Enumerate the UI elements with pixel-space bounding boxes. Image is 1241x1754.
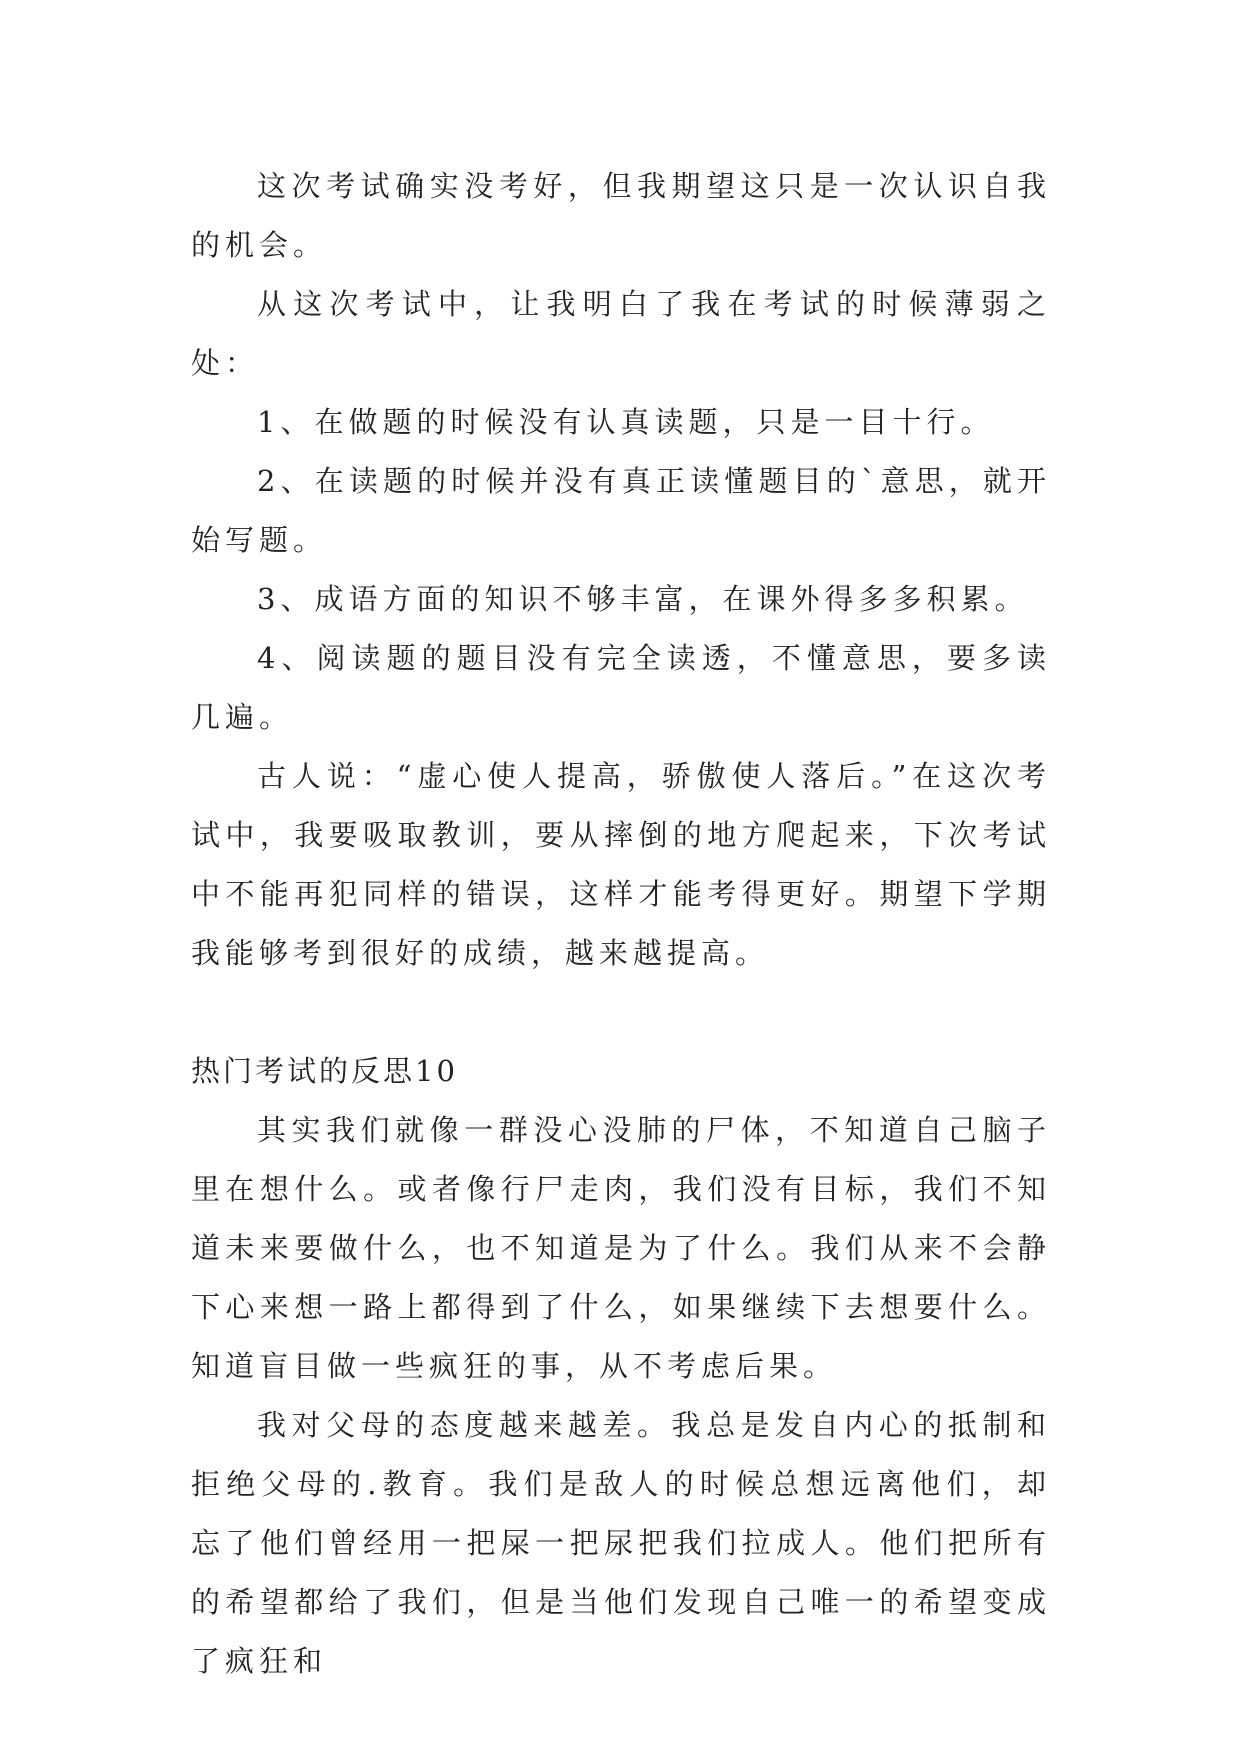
paragraph-conclusion: 古人说：“虚心使人提高，骄傲使人落后。”在这次考试中，我要吸取教训，要从摔倒的地方爬起来，下次考试中不能再犯同样的错误，这样才能考得更好。期望下学期我能够考到很好的成绩，越来越提高。 — [191, 759, 1051, 970]
document-body — [191, 157, 1051, 1691]
list-item-weakness-2: 2、在读题的时候并没有真正读懂题目的`意思，就开始写题。 — [191, 464, 1051, 557]
paragraph-exam-reflection-intro: 这次考试确实没考好，但我期望这只是一次认识自我的机会。 — [191, 169, 1051, 262]
list-item-weakness-3: 3、成语方面的知识不够丰富，在课外得多多积累。 — [257, 582, 1029, 616]
paragraph-reflection-aimless: 其实我们就像一群没心没肺的尸体，不知道自己脑子里在想什么。或者像行尸走肉，我们没有目标，我们不知道未来要做什么，也不知道是为了什么。我们从来不会静下心来想一路上都得到了什么，如果继续下去想要什么。知道盲目做一些疯狂的事，从不考虑后果。 — [191, 1113, 1051, 1383]
list-item-weakness-1: 1、在做题的时候没有认真读题，只是一目十行。 — [257, 405, 995, 439]
paragraph-reflection-parents: 我对父母的态度越来越差。我总是发自内心的抵制和拒绝父母的.教育。我们是敌人的时候总想远离他们，却忘了他们曾经用一把屎一把尿把我们拉成人。他们把所有的希望都给了我们，但是当他们发现自己唯一的希望变成了疯狂和 — [191, 1408, 1051, 1678]
list-item-weakness-4: 4、阅读题的题目没有完全读透，不懂意思，要多读几遍。 — [191, 641, 1051, 734]
paragraph-weaknesses-lead: 从这次考试中，让我明白了我在考试的时候薄弱之处： — [191, 287, 1051, 380]
section-heading: 热门考试的反思10 — [191, 1054, 458, 1088]
